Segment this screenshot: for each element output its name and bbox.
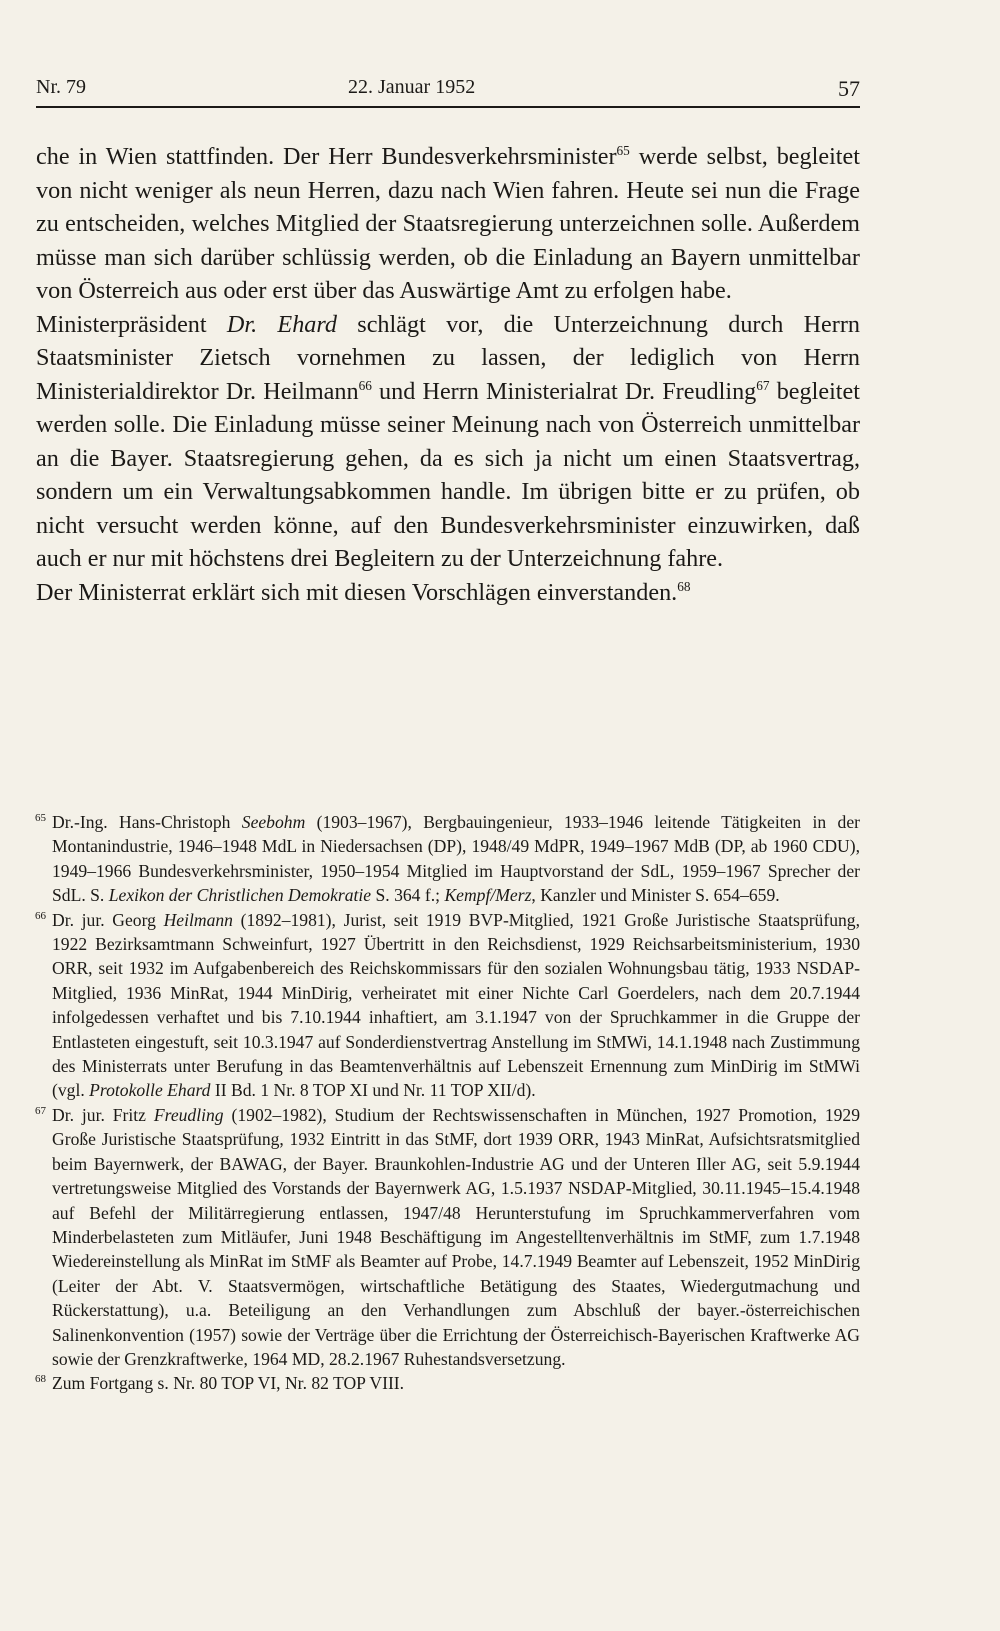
footnote-number: 65 (35, 812, 46, 824)
header-rule (36, 106, 860, 108)
footnote-number: 67 (35, 1104, 46, 1117)
paragraph-3: Der Ministerrat erklärt sich mit diesen Vorschlägen einverstanden.$^{68}$ (36, 578, 691, 606)
paragraph-1: che in Wien stattfinden. Der Herr Bundesverkehrsminister$^{65}$ werde selbst, begleitet von nicht weniger als neun Herren, dazu nach Wien fahren. Heute sei nun die Frage zu entscheiden, welches Mitglied der Staatsregierung unterzeichnen solle. Außerdem müsse man sich darüber schlüssig werden, ob die Einladung an Bayern unmittelbar von Österreich aus oder erst über das Auswärtige Amt zu erfolgen habe. (36, 142, 860, 304)
footnote-ref-68[interactable]: 68 (677, 578, 691, 594)
footnote-68: 68 Zum Fortgang s. Nr. 80 TOP VI, Nr. 82 TOP VIII. (36, 1371, 860, 1395)
footnote-ref-65[interactable]: 65 (616, 142, 630, 158)
footnote-65: 65 Dr.-Ing. Hans-Christoph Seebohm (1903–1967), Bergbauingenieur, 1933–1946 leitende Tätigkeiten in der Montanindustrie, 1946–1948 MdL in Niedersachsen (DP), 1948/49 MdPR, 1949–1967 MdB (DP, ab 1960 CDU), 1949–1966 Bundesverkehrsminister, 1950–1954 Mitglied im Hauptvorstand der SdL, 1959–1967 Sprecher der SdL. S. Lexikon der Christlichen Demokratie S. 364 f.; Kempf/Merz, Kanzler und Minister S. 654–659. (36, 810, 860, 908)
paragraph-2: Ministerpräsident Dr. Ehard schlägt vor, die Unterzeichnung durch Herrn Staatsminister Zietsch vornehmen zu lassen, der lediglich von Herrn Ministerialdirektor Dr. Heilmann$^{66}$ und Herrn Ministerialrat Dr. Freudling$^{67}$ begleitet werden solle. Die Einladung müsse seiner Meinung nach von Österreich unmittelbar an die Bayer. Staatsregierung gehen, da es sich ja nicht um einen Staatsvertrag, sondern um ein Verwaltungsabkommen handle. Im übrigen bitte er zu prüfen, ob nicht versucht werden könne, auf den Bundesverkehrsminister einzuwirken, daß auch er nur mit höchstens drei Begleitern zu der Unterzeichnung fahre. (36, 310, 860, 572)
footnote-ref-66[interactable]: 66 (358, 377, 372, 393)
speaker-name: Dr. Ehard (226, 310, 337, 338)
main-text (36, 140, 860, 609)
page-number: 57 (838, 76, 860, 101)
document-date: 22. Januar 1952 (348, 76, 476, 98)
footnote-number: 66 (35, 909, 46, 922)
footnote-number: 68 (35, 1373, 46, 1386)
footnote-ref-67[interactable]: 67 (756, 377, 770, 393)
running-header (36, 76, 860, 106)
footnote-66: 66 Dr. jur. Georg Heilmann (1892–1981), Jurist, seit 1919 BVP-Mitglied, 1921 Große Juristische Staatsprüfung, 1922 Bezirksamtmann Schweinfurt, 1927 Übertritt in den Reichsdienst, 1929 Reichsarbeitsministerium, 1930 ORR, seit 1932 im Aufgabenbereich des Reichskommissars für den sozialen Wohnungsbau tätig, 1933 NSDAP-Mitglied, 1936 MinRat, 1944 MinDirig, verheiratet mit einer Nichte Carl Goerdelers, nach dem 20.7.1944 infolgedessen verhaftet und bis 7.10.1944 inhaftiert, am 3.1.1947 von der Spruchkammer in die Gruppe der Entlasteten eingestuft, seit 10.3.1947 auf Sonderdienstvertrag Anstellung im StMWi, 14.1.1948 nach Zustimmung des Ministerrats unter Berufung in das Beamtenverhältnis auf Lebenszeit Ernennung zum MinDirig im StMWi (vgl. Protokolle Ehard II Bd. 1 Nr. 8 TOP XI und Nr. 11 TOP XII/d). (36, 908, 860, 1103)
footnotes (36, 810, 860, 1396)
footnote-67: 67 Dr. jur. Fritz Freudling (1902–1982), Studium der Rechtswissenschaften in München, 1927 Promotion, 1929 Große Juristische Staatsprüfung, 1932 Eintritt in das StMF, dort 1939 ORR, 1943 MinRat, Aufsichtsratsmitglied beim Bayernwerk, der BAWAG, der Bayer. Braunkohlen-Industrie AG und der Unteren Iller AG, seit 5.9.1944 vertretungsweise Mitglied des Vorstands der Bayernwerk AG, 1.5.1937 NSDAP-Mitglied, 30.11.1945–15.4.1948 auf Befehl der Militärregierung entlassen, 1947/48 Herunterstufung im Spruchkammerverfahren vom Minderbelasteten zum Mitläufer, Juni 1948 Beschäftigung im Angestelltenverhältnis im StMF, zum 1.7.1948 Wiedereinstellung als MinRat im StMF als Beamter auf Probe, 14.7.1949 Beamter auf Lebenszeit, 1952 MinDirig (Leiter der Abt. V. Staatsvermögen, wirtschaftliche Betätigung des Staates, Wiedergutmachung und Rückerstattung), u.a. Beteiligung an den Verhandlungen zum Abschluß der bayer.-österreichischen Salinenkonvention (1957) sowie der Verträge über die Errichtung der Österreichisch-Bayerischen Kraftwerke AG sowie der Grenzkraftwerke, 1964 MD, 28.2.1967 Ruhestandsversetzung. (36, 1103, 860, 1371)
document-number: Nr. 79 (36, 76, 86, 98)
